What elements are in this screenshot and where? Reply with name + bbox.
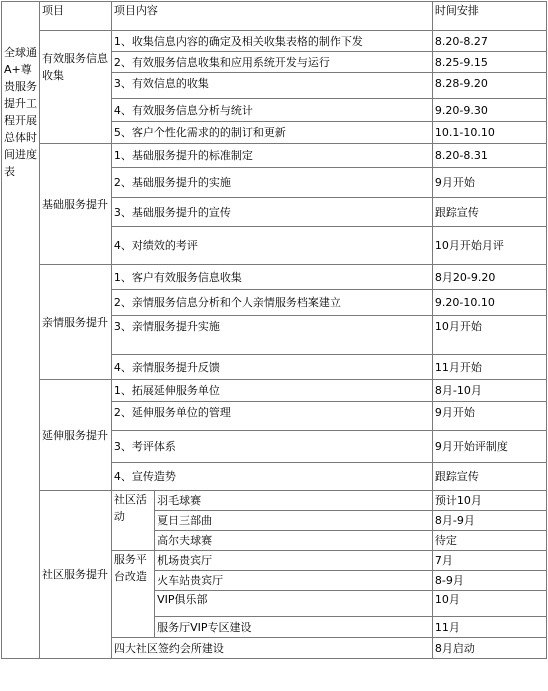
content-cell: 1、拓展延伸服务单位 <box>111 380 432 402</box>
time-cell: 11月 <box>432 617 546 638</box>
table-row <box>2 491 547 511</box>
content-cell: 2、基础服务提升的实施 <box>111 168 432 198</box>
content-cell: 3、亲情服务提升实施 <box>111 316 432 355</box>
time-cell: 10.1-10.10 <box>432 122 546 144</box>
time-cell: 8.25-9.15 <box>432 52 546 73</box>
content-cell: 3、基础服务提升的宣传 <box>111 198 432 227</box>
content-cell: 火车站贵宾厅 <box>155 571 433 591</box>
content-cell: 1、客户有效服务信息收集 <box>111 265 432 290</box>
time-cell: 8-9月 <box>432 571 546 591</box>
content-cell: 3、有效信息的收集 <box>111 73 432 99</box>
time-cell: 预计10月 <box>432 491 546 511</box>
time-cell: 10月开始 <box>432 316 546 355</box>
content-cell: 夏日三部曲 <box>155 511 433 531</box>
time-cell: 9.20-9.30 <box>432 99 546 122</box>
time-cell: 8月启动 <box>432 638 546 659</box>
time-cell: 9.20-10.10 <box>432 290 546 316</box>
content-cell: 机场贵宾厅 <box>155 551 433 571</box>
table-row <box>2 31 547 52</box>
content-cell: 4、对绩效的考评 <box>111 227 432 265</box>
content-cell: 4、有效服务信息分析与统计 <box>111 99 432 122</box>
content-cell: 1、收集信息内容的确定及相关收集表格的制作下发 <box>111 31 432 52</box>
section-name: 有效服务信息收集 <box>40 31 112 144</box>
time-cell: 8.20-8.31 <box>432 144 546 168</box>
table-row <box>2 380 547 402</box>
content-cell: 4、亲情服务提升反馈 <box>111 355 432 380</box>
time-cell: 9月开始评制度 <box>432 431 546 463</box>
time-cell: 8月-9月 <box>432 511 546 531</box>
content-cell: 3、考评体系 <box>111 431 432 463</box>
time-cell: 8月20-9.20 <box>432 265 546 290</box>
content-cell: 服务厅VIP专区建设 <box>155 617 433 638</box>
schedule-table <box>1 1 547 659</box>
content-cell: 四大社区签约会所建设 <box>111 638 432 659</box>
table-row <box>2 144 547 168</box>
time-cell: 跟踪宣传 <box>432 463 546 491</box>
time-cell: 8.28-9.20 <box>432 73 546 99</box>
time-cell: 11月开始 <box>432 355 546 380</box>
section-name: 社区服务提升 <box>40 491 112 659</box>
header-content: 项目内容 <box>111 2 432 31</box>
content-cell: 2、延伸服务单位的管理 <box>111 402 432 431</box>
content-cell: 羽毛球赛 <box>155 491 433 511</box>
group-label: 服务平台改造 <box>111 551 154 638</box>
time-cell: 8月-10月 <box>432 380 546 402</box>
time-cell: 跟踪宣传 <box>432 198 546 227</box>
content-cell: 高尔夫球赛 <box>155 531 433 551</box>
table-row <box>2 265 547 290</box>
content-cell: 2、有效服务信息收集和应用系统开发与运行 <box>111 52 432 73</box>
section-name: 亲情服务提升 <box>40 265 112 380</box>
side-title: 全球通A+尊贵服务提升工程开展总体时间进度表 <box>2 2 40 659</box>
section-name: 延伸服务提升 <box>40 380 112 491</box>
time-cell: 8.20-8.27 <box>432 31 546 52</box>
content-cell: 2、亲情服务信息分析和个人亲情服务档案建立 <box>111 290 432 316</box>
time-cell: 9月开始 <box>432 168 546 198</box>
header-row <box>2 2 547 31</box>
time-cell: 10月 <box>432 591 546 617</box>
group-label: 社区活动 <box>111 491 154 551</box>
content-cell: 4、宣传造势 <box>111 463 432 491</box>
time-cell: 7月 <box>432 551 546 571</box>
content-cell: 1、基础服务提升的标准制定 <box>111 144 432 168</box>
section-name: 基础服务提升 <box>40 144 112 265</box>
header-time: 时间安排 <box>432 2 546 31</box>
content-cell: VIP俱乐部 <box>155 591 433 617</box>
content-cell: 5、客户个性化需求的的制订和更新 <box>111 122 432 144</box>
time-cell: 待定 <box>432 531 546 551</box>
time-cell: 10月开始月评 <box>432 227 546 265</box>
time-cell: 9月开始 <box>432 402 546 431</box>
header-item: 项目 <box>40 2 112 31</box>
